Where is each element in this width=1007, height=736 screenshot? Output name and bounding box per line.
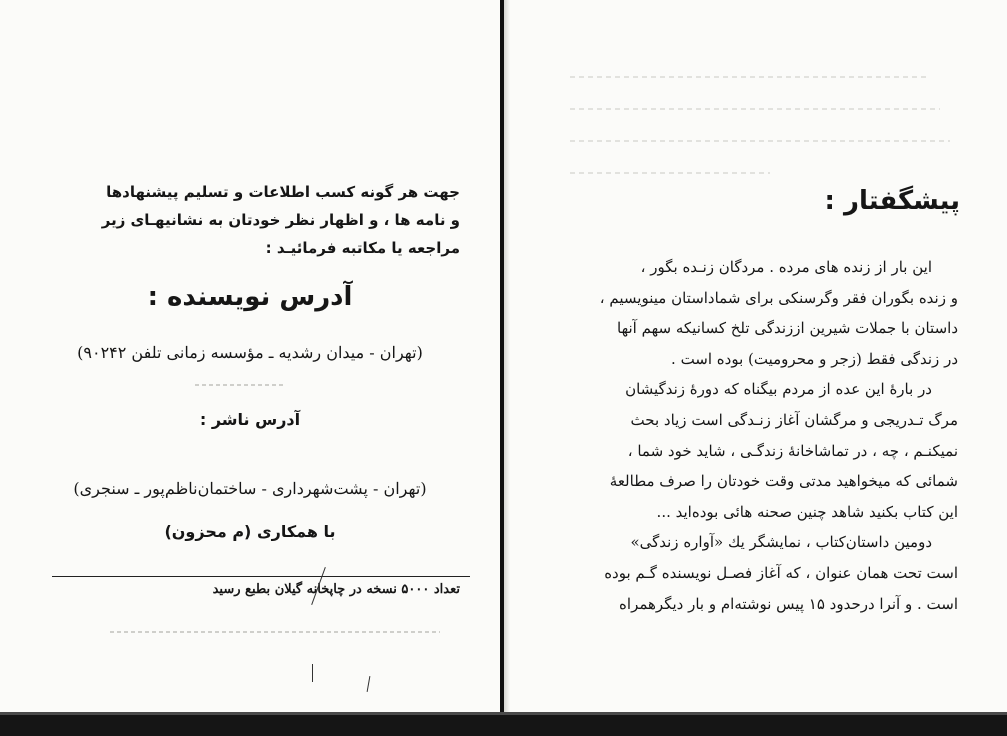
divider-rule	[52, 576, 470, 577]
pen-stroke	[367, 676, 371, 692]
text-line: است تحت همان عنوان ، که آغاز فصـل نویسنده گـم بوده	[604, 563, 958, 582]
pen-stroke	[312, 664, 313, 682]
preface-heading: پیشگفتار :	[824, 186, 960, 216]
author-address: (تهران - میدان رشدیه ـ مؤسسه زمانی تلفن ۹۰۲۴۲)	[77, 343, 423, 362]
contact-instructions	[40, 178, 460, 262]
bleed-through-line	[570, 140, 950, 142]
bleed-through-line	[570, 76, 930, 78]
text-line: نمیکنـم ، چه ، در تماشاخانهٔ زندگـی ، شاید خود شما ،	[627, 441, 958, 460]
text-line: و زنده بگوران فقر وگرسنکی برای شماداستان مینویسیم ،	[599, 288, 958, 307]
text-line: این بار از زنده های مرده . مردگان زنـده بگور ،	[640, 258, 932, 276]
text-line: شمائی که میخواهید مدتی وقت خودتان را صرف مطالعهٔ	[609, 472, 958, 491]
smudge	[195, 384, 285, 386]
bleed-through-line	[110, 631, 440, 633]
text-line: در بارهٔ این عده از مردم بیگناه که دورهٔ زندگیشان	[625, 380, 932, 399]
publisher-address-title: آدرس ناشر :	[199, 410, 301, 429]
contact-line: جهت هر گونه کسب اطلاعات و تسلیم پیشنهادها	[106, 183, 460, 201]
publisher-address: (تهران - پشت‌شهرداری - ساختمان‌ناظم‌پور ـ سنجری)	[73, 479, 427, 498]
contact-line: و نامه ها ، و اظهار نظر خودتان به نشانیهـای زیر	[101, 211, 460, 229]
left-page	[0, 0, 500, 712]
cooperation-credit: با همکاری (م محزون)	[164, 522, 336, 541]
scan-bottom-edge	[0, 712, 1007, 736]
bleed-through-line	[570, 108, 940, 110]
preface-body	[526, 252, 958, 619]
text-line: دومین داستان‌کتاب ، نمایشگر یك «آواره زندگی»	[630, 533, 932, 552]
bleed-through-line	[570, 172, 770, 174]
contact-line: مراجعه یا مکاتبه فرمائیـد :	[265, 239, 460, 257]
print-info: تعداد ۵۰۰۰ نسخه در چاپخانه گیلان بطبع رسید	[212, 582, 460, 597]
author-address-title: آدرس نویسنده :	[147, 282, 353, 312]
text-line: داستان با جملات شیرین اززندگی تلخ کسانیکه سهم آنها	[617, 319, 958, 338]
text-line: این کتاب بکنید شاهد چنین صحنه هائی بوده‌اید ...	[656, 502, 958, 521]
text-line: در زندگی فقط (زجر و محرومیت) بوده است .	[671, 349, 958, 368]
right-page	[510, 0, 1007, 712]
text-line: مرگ تـدریجی و مرگشان آغاز زنـدگی است زیاد بحث	[630, 410, 958, 429]
text-line: است . و آنرا درحدود ۱۵ پیس نوشته‌ام و بار دیگرهمراه	[619, 594, 958, 613]
